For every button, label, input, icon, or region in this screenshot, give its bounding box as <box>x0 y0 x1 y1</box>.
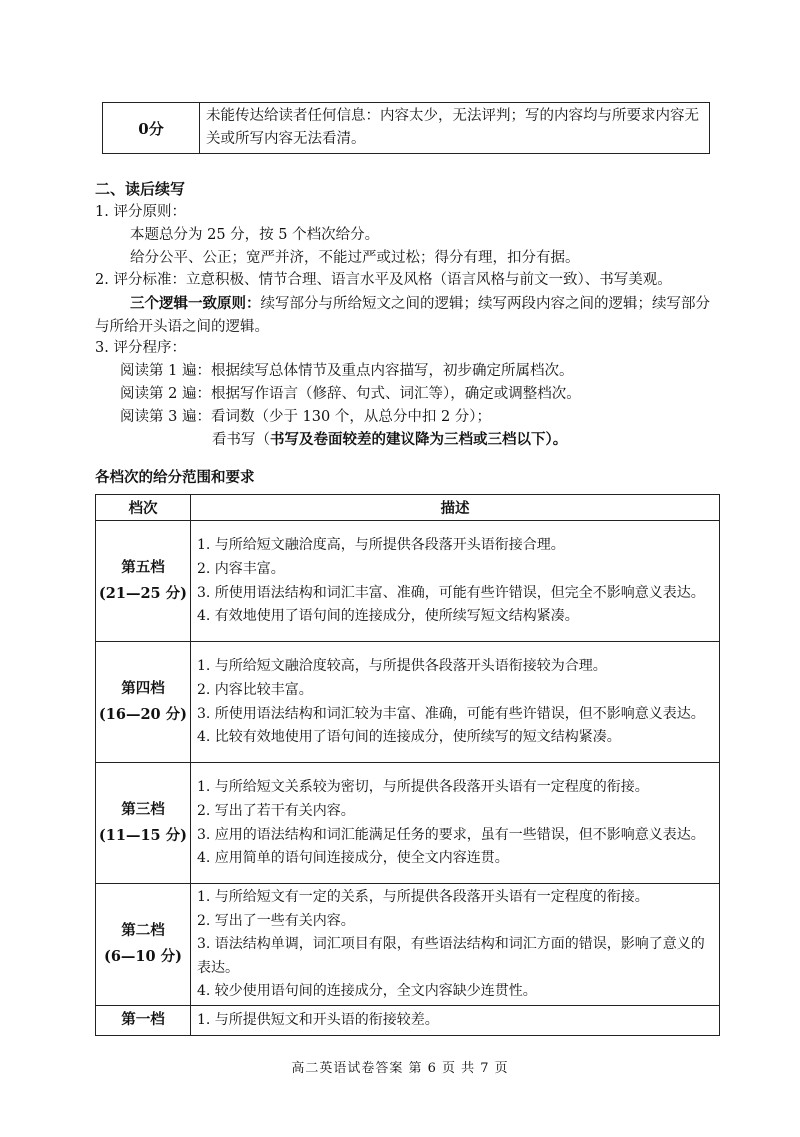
section-title: 二、读后续写 <box>95 180 186 198</box>
table-row <box>96 763 720 884</box>
description-cell <box>191 763 720 884</box>
logic-principle-label: 三个逻辑一致原则： <box>130 295 261 312</box>
list-item: 3. 语法结构单调，词汇项目有限，有些语法结构和词汇方面的错误，影响了意义的表达。 <box>197 936 705 976</box>
procedure-line-4 <box>212 428 567 452</box>
list-item: 1. 与所给短文关系较为密切，与所提供各段落开头语有一定程度的衔接。 <box>197 779 649 796</box>
table-row <box>96 642 720 763</box>
list-item: 3. 应用的语法结构和词汇能满足任务的要求，虽有一些错误，但不影响意义表达。 <box>197 826 705 843</box>
principle-line-1: 本题总分为 25 分，按 5 个档次给分。 <box>130 227 380 243</box>
list-item: 2. 写出了若干有关内容。 <box>197 802 355 819</box>
table-header-row <box>96 495 720 521</box>
list-item: 2. 写出了一些有关内容。 <box>197 912 355 929</box>
procedure-line-4-note: 书写及卷面较差的建议降为三档或三档以下）。 <box>270 431 568 448</box>
level-cell <box>96 521 191 642</box>
list-item: 1. 与所提供短文和开头语的衔接较差。 <box>197 1012 439 1029</box>
list-item: 3. 所使用语法结构和词汇丰富、准确，可能有些许错误，但完全不影响意义表达。 <box>197 584 705 601</box>
grading-table <box>95 494 720 1036</box>
principle-line-2: 给分公平、公正；宽严并济，不能过严或过松；得分有理，扣分有据。 <box>130 250 580 266</box>
list-item: 2. 内容丰富。 <box>197 560 285 577</box>
procedure-line-4-lead: 看书写（ <box>212 432 270 448</box>
list-item: 4. 较少使用语句间的连接成分，全文内容缺少连贯性。 <box>197 983 537 1000</box>
logic-principle-text: 续写部分与所给短文之间的逻辑；续写两段内容之间的逻辑；续写部分与所给开头语之间的逻辑。 <box>95 296 710 335</box>
table-row <box>96 1005 720 1035</box>
procedure-line-1: 阅读第 1 遍：根据续写总体情节及重点内容描写，初步确定所属档次。 <box>120 363 574 379</box>
list-item: 3. 所使用语法结构和词汇较为丰富、准确，可能有些许错误，但不影响意义表达。 <box>197 705 705 722</box>
list-item: 4. 有效地使用了语句间的连接成分，使所续写短文结构紧凑。 <box>197 608 579 625</box>
description-cell <box>191 642 720 763</box>
list-item: 2. 内容比较丰富。 <box>197 681 313 698</box>
level-name: 第一档 <box>121 1011 165 1029</box>
table-row <box>96 521 720 642</box>
description-cell <box>191 884 720 1006</box>
list-item: 4. 比较有效地使用了语句间的连接成分，使所续写的短文结构紧凑。 <box>197 729 621 746</box>
page-footer: 高二英语试卷答案 第 6 页 共 7 页 <box>291 1061 509 1076</box>
procedure-heading: 3. 评分程序： <box>95 340 186 356</box>
level-cell <box>96 763 191 884</box>
level-name: 第三档 <box>121 801 165 818</box>
list-item: 4. 应用简单的语句间连接成分，使全文内容连贯。 <box>197 850 509 867</box>
col-desc-header: 描述 <box>191 495 720 521</box>
level-name: 第二档 <box>121 922 165 940</box>
procedure-line-2: 阅读第 2 遍：根据写作语言（修辞、句式、词汇等），确定或调整档次。 <box>120 386 581 402</box>
description-cell <box>191 1005 720 1035</box>
grading-heading: 各档次的给分范围和要求 <box>95 469 255 486</box>
level-range: (11—15 分) <box>98 827 188 844</box>
level-range: (16—20 分) <box>98 706 188 723</box>
logic-principle <box>95 292 710 339</box>
description-cell <box>191 521 720 642</box>
principle-heading: 1. 评分原则： <box>95 204 186 220</box>
level-name: 第四档 <box>121 680 165 697</box>
description-cell: 未能传达给读者任何信息：内容太少，无法评判；写的内容均与所要求内容无关或所写内容无法看清。 <box>200 103 710 154</box>
table-row <box>96 884 720 1006</box>
level-range: (6—10 分) <box>103 948 183 966</box>
score-zero-table <box>102 102 710 154</box>
procedure-line-3: 阅读第 3 遍：看词数（少于 130 个，从总分中扣 2 分）； <box>120 409 492 425</box>
level-range: (21—25 分) <box>98 585 188 602</box>
list-item: 1. 与所给短文融洽度高，与所提供各段落开头语衔接合理。 <box>197 537 565 554</box>
standard-heading: 2. 评分标准：立意积极、情节合理、语言水平及风格（语言风格与前文一致）、书写美观。 <box>95 272 672 288</box>
level-cell <box>96 884 191 1006</box>
list-item: 1. 与所给短文融洽度较高，与所提供各段落开头语衔接较为合理。 <box>197 658 607 675</box>
table-row <box>103 103 710 154</box>
level-cell: 0分 <box>103 103 200 154</box>
col-level-header: 档次 <box>96 495 191 521</box>
level-name: 第五档 <box>121 559 165 576</box>
level-cell <box>96 642 191 763</box>
level-cell <box>96 1005 191 1035</box>
list-item: 1. 与所给短文有一定的关系，与所提供各段落开头语有一定程度的衔接。 <box>197 889 649 905</box>
